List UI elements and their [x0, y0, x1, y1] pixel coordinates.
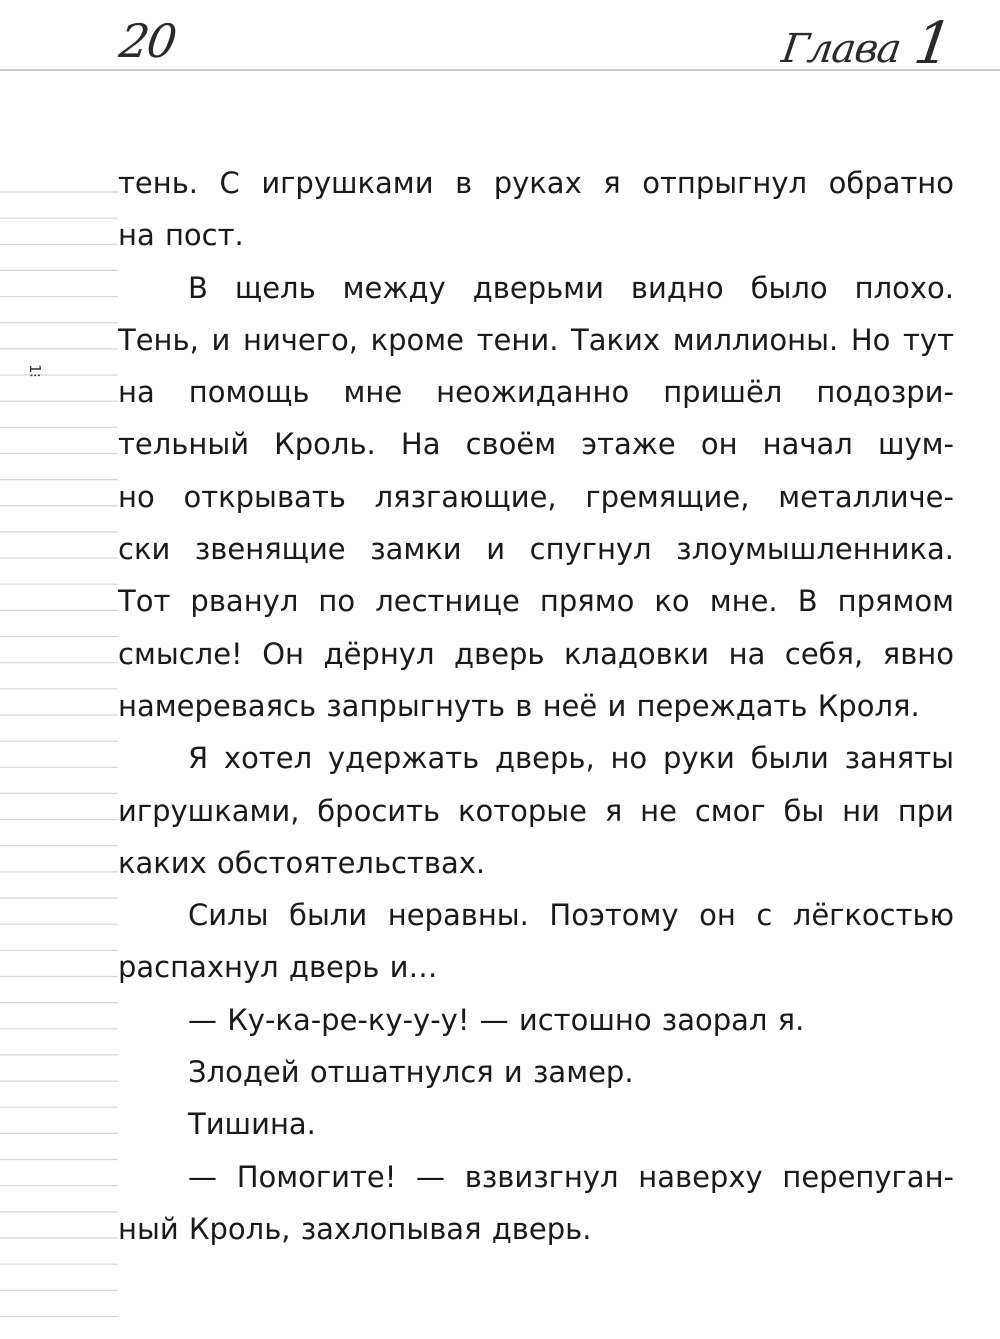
body-text: [118, 157, 954, 1255]
chapter-number: 1: [910, 9, 957, 77]
text-line: В щель между дверьми видно было плохо.: [188, 270, 954, 305]
text-line: тельный Кроль. На своём этаже он начал шум-: [118, 427, 954, 462]
page-number: 20: [116, 14, 179, 68]
text-line: намереваясь запрыгнуть в неё и переждать Кроля.: [118, 688, 920, 723]
text-line: Злодей отшатнулся и замер.: [188, 1055, 634, 1090]
text-line: Тень, и ничего, кроме тени. Таких миллионы. Но тут: [118, 322, 954, 357]
paragraph: [118, 262, 954, 733]
paragraph: [118, 1046, 954, 1098]
text-line: Тот рванул по лестнице прямо ко мне. В прямом: [118, 584, 954, 619]
text-line: — Помогите! — взвизгнул наверху перепуган-: [188, 1159, 954, 1194]
text-line: — Ку-ка-ре-ку-у-у! — истошно заорал я.: [188, 1002, 805, 1037]
text-line: но открывать лязгающие, гремящие, металличе-: [118, 479, 954, 514]
paragraph: [118, 889, 954, 994]
text-line: игрушками, бросить которые я не смог бы ни при: [118, 793, 954, 828]
paragraph: [118, 1151, 954, 1256]
text-line: ски звенящие замки и спугнул злоумышленника.: [118, 532, 954, 567]
chapter-word: Глава: [779, 26, 904, 72]
text-line: на пост.: [118, 218, 244, 253]
paragraph: [118, 1098, 954, 1150]
text-line: каких обстоятельствах.: [118, 845, 486, 880]
text-line: тень. С игрушками в руках я отпрыгнул обратно: [118, 166, 954, 200]
chapter-heading: [779, 9, 957, 77]
text-line: распахнул дверь и…: [118, 950, 438, 985]
paragraph: [118, 157, 954, 262]
paragraph: [118, 994, 954, 1046]
text-line: ный Кроль, захлопывая дверь.: [118, 1211, 592, 1246]
text-line: Тишина.: [188, 1107, 316, 1142]
margin-mark: 1⁝: [26, 364, 44, 378]
paragraph: [118, 732, 954, 889]
text-line: на помощь мне неожиданно пришёл подозри-: [118, 375, 954, 410]
text-line: Силы были неравны. Поэтому он с лёгкостью: [188, 898, 954, 933]
text-line: Я хотел удержать дверь, но руки были заняты: [188, 741, 954, 776]
text-line: смысле! Он дёрнул дверь кладовки на себя, явно: [118, 636, 954, 671]
